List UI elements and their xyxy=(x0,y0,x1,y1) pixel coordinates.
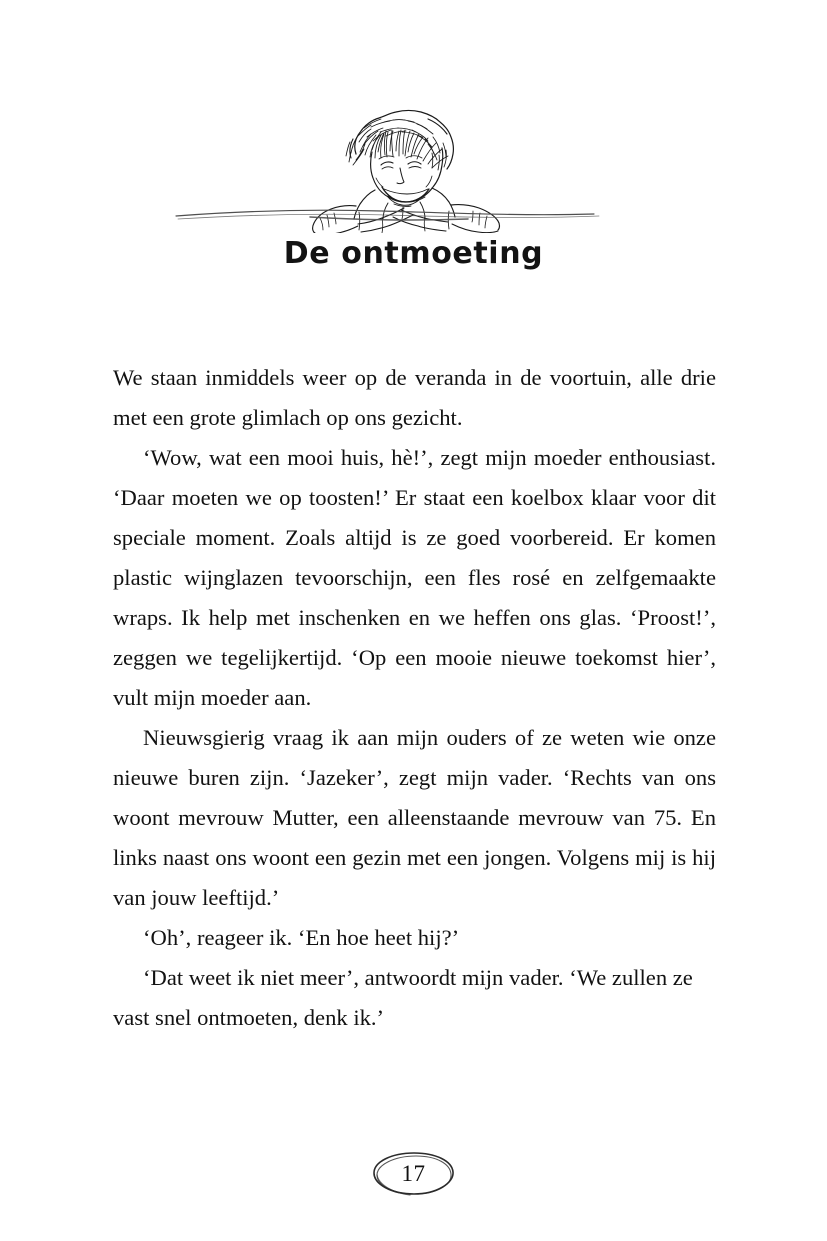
paragraph: ‘Dat weet ik niet meer’, antwoordt mijn vader. ‘We zullen ze vast snel ontmoeten, denk ik.’ xyxy=(113,965,693,1030)
chapter-title: De ontmoeting xyxy=(283,236,544,271)
face xyxy=(371,148,443,206)
hand-drawn-divider xyxy=(160,200,640,226)
hair-scribble xyxy=(346,119,448,170)
page-number: 17 xyxy=(401,1161,426,1186)
paragraph: Nieuwsgierig vraag ik aan mijn ouders of ze weten wie onze nieuwe buren zijn. ‘Jazeker’, zegt mijn vader. ‘Rechts van ons woont mevrouw Mutter, een alleenstaande mevrouw van 75. En links naast ons woont een gezin met een jongen. Volgens mij is hij van jouw leeftijd.’ xyxy=(113,725,716,910)
paragraph: ‘Oh’, reageer ik. ‘En hoe heet hij?’ xyxy=(143,925,460,950)
chapter-body xyxy=(113,358,716,1038)
page-footer xyxy=(0,1146,827,1208)
paragraph: We staan inmiddels weer op de veranda in de voortuin, alle drie met een grote glimlach op ons gezicht. xyxy=(113,365,716,430)
paragraph: ‘Wow, wat een mooi huis, hè!’, zegt mijn moeder enthousiast. ‘Daar moeten we op toosten!’ Er staat een koelbox klaar voor dit speciale moment. Zoals altijd is ze goed voorbereid. Er komen plastic wijnglazen tevoorschijn, een fles rosé en zelfgemaakte wraps. Ik help met inschenken en we heffen ons glas. ‘Proost!’, zeggen we tegelijkertijd. ‘Op een mooie nieuwe toekomst hier’, vult mijn moeder aan. xyxy=(113,445,716,710)
chapter-header xyxy=(0,0,827,300)
